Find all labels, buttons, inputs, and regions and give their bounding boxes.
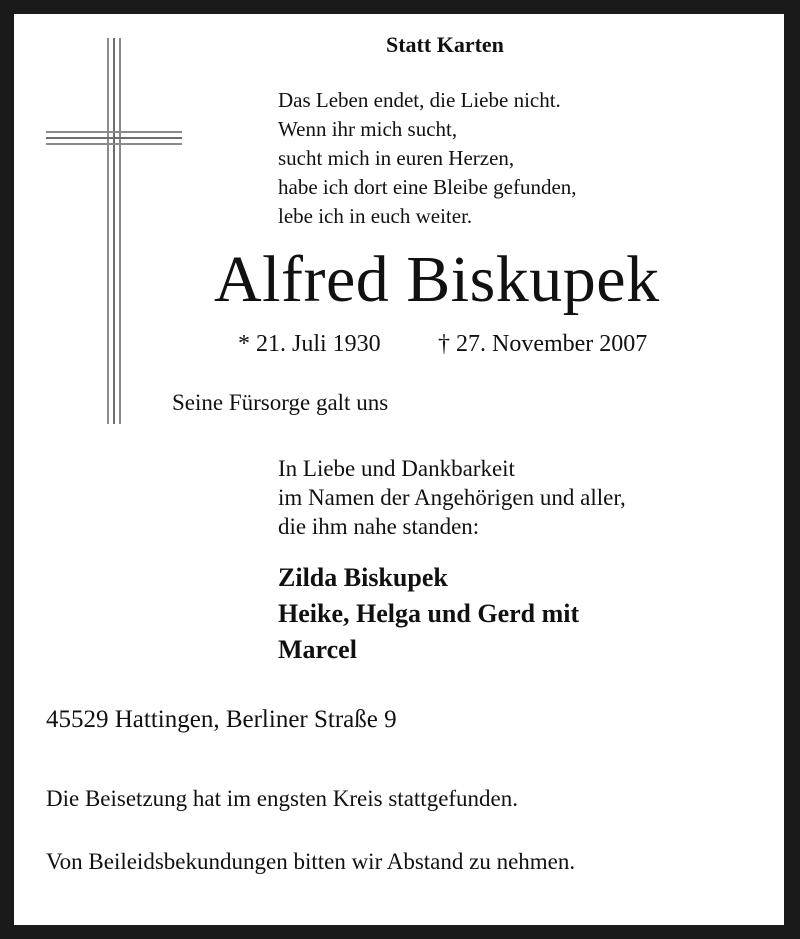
heading-statt-karten: Statt Karten (386, 32, 504, 57)
address: 45529 Hattingen, Berliner Straße 9 (46, 706, 397, 733)
thanks-line: In Liebe und Dankbarkeit (278, 456, 515, 481)
mourner-line: Marcel (278, 635, 357, 664)
death-date: † 27. November 2007 (438, 331, 648, 357)
deceased-name: Alfred Biskupek (214, 243, 660, 316)
thanks-line: die ihm nahe standen: (278, 514, 480, 539)
birth-date: * 21. Juli 1930 (238, 331, 381, 357)
poem-line: Wenn ihr mich sucht, (278, 117, 458, 141)
funeral-note: Die Beisetzung hat im engsten Kreis stattgefunden. (46, 786, 519, 811)
latin-cross-icon (46, 38, 182, 424)
mourner-line: Zilda Biskupek (278, 563, 448, 592)
poem-line: Das Leben endet, die Liebe nicht. (278, 88, 561, 112)
mourner-line: Heike, Helga und Gerd mit (278, 599, 580, 628)
poem-line: lebe ich in euch weiter. (278, 204, 473, 228)
thanks-line: im Namen der Angehörigen und aller, (278, 485, 626, 510)
mourners-list (278, 560, 579, 668)
poem-line: sucht mich in euren Herzen, (278, 146, 515, 170)
condolence-note: Von Beileidsbekundungen bitten wir Abstand zu nehmen. (46, 849, 576, 874)
poem (278, 86, 577, 231)
thanks-text (278, 454, 626, 541)
motto: Seine Fürsorge galt uns (172, 390, 389, 415)
poem-line: habe ich dort eine Bleibe gefunden, (278, 175, 577, 199)
